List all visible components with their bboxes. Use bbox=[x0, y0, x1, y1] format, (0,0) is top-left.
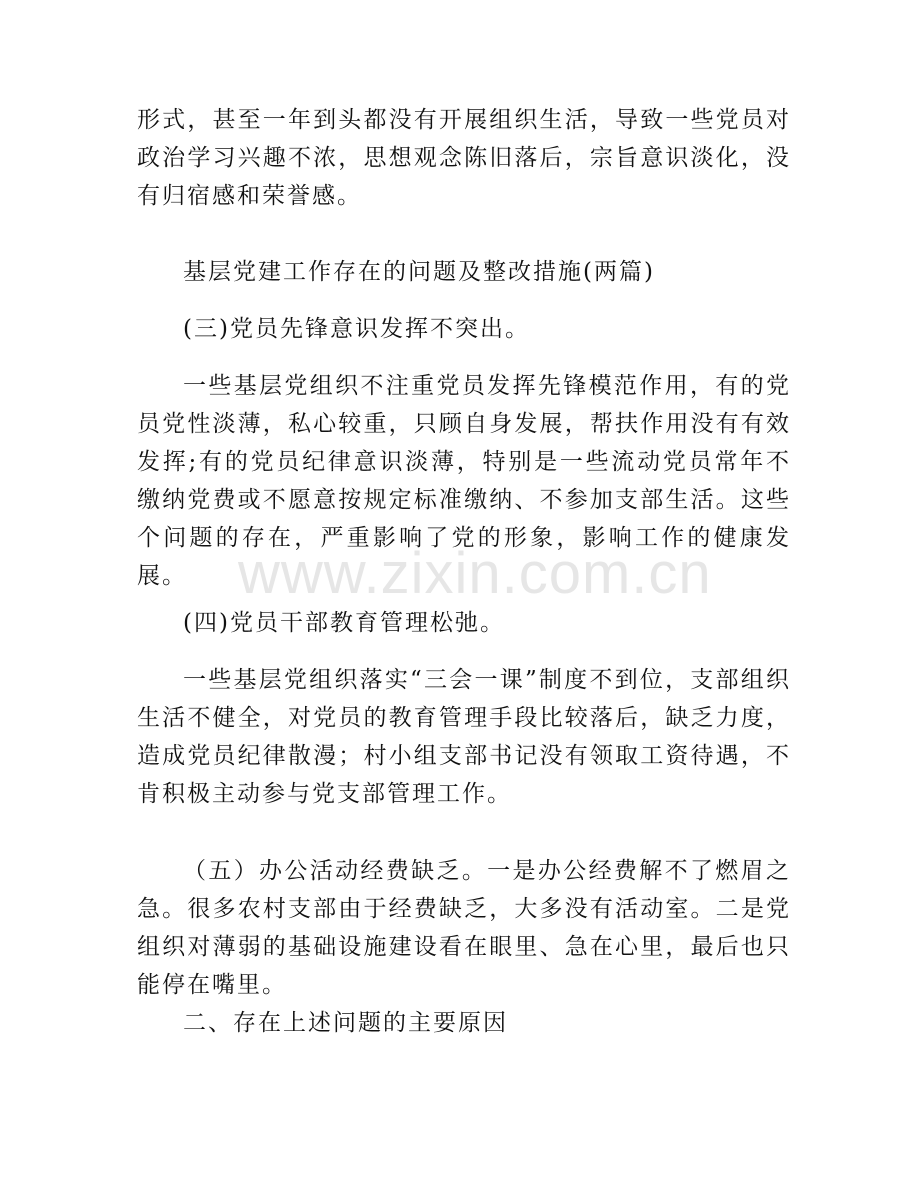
section-heading-3: (三)党员先锋意识发挥不突出。 bbox=[183, 316, 530, 342]
paragraph-section-5: （五）办公活动经费缺乏。一是办公经费解不了燃眉之急。很多农村支部由于经费缺乏，大多没有活动室。二是党组织对薄弱的基础设施建设看在眼里、急在心里，最后也只能停在嘴里。 bbox=[137, 858, 791, 998]
watermark: www.zixin.com.cn bbox=[238, 541, 712, 606]
paragraph-continuation: 形式，甚至一年到头都没有开展组织生活，导致一些党员对政治学习兴趣不浓，思想观念陈旧落后，宗旨意识淡化，没有归宿感和荣誉感。 bbox=[137, 107, 791, 209]
paragraph-section-3: 一些基层党组织不注重党员发挥先锋模范作用，有的党员党性淡薄，私心较重，只顾自身发展，帮扶作用没有有效发挥;有的党员纪律意识淡薄，特别是一些流动党员常年不缴纳党费或不愿意按规定标准缴纳、不参加支部生活。这些个问题的存在，严重影响了党的形象，影响工作的健康发展。 bbox=[137, 373, 791, 589]
document-title: 基层党建工作存在的问题及整改措施(两篇) bbox=[183, 259, 655, 285]
section-heading-causes: 二、存在上述问题的主要原因 bbox=[183, 1010, 508, 1036]
paragraph-section-4: 一些基层党组织落实“三会一课”制度不到位，支部组织生活不健全，对党员的教育管理手段比较落后，缺乏力度，造成党员纪律散漫；村小组支部书记没有领取工资待遇，不肯积极主动参与党支部管理工作。 bbox=[137, 667, 791, 807]
section-heading-4: (四)党员干部教育管理松弛。 bbox=[183, 610, 505, 636]
